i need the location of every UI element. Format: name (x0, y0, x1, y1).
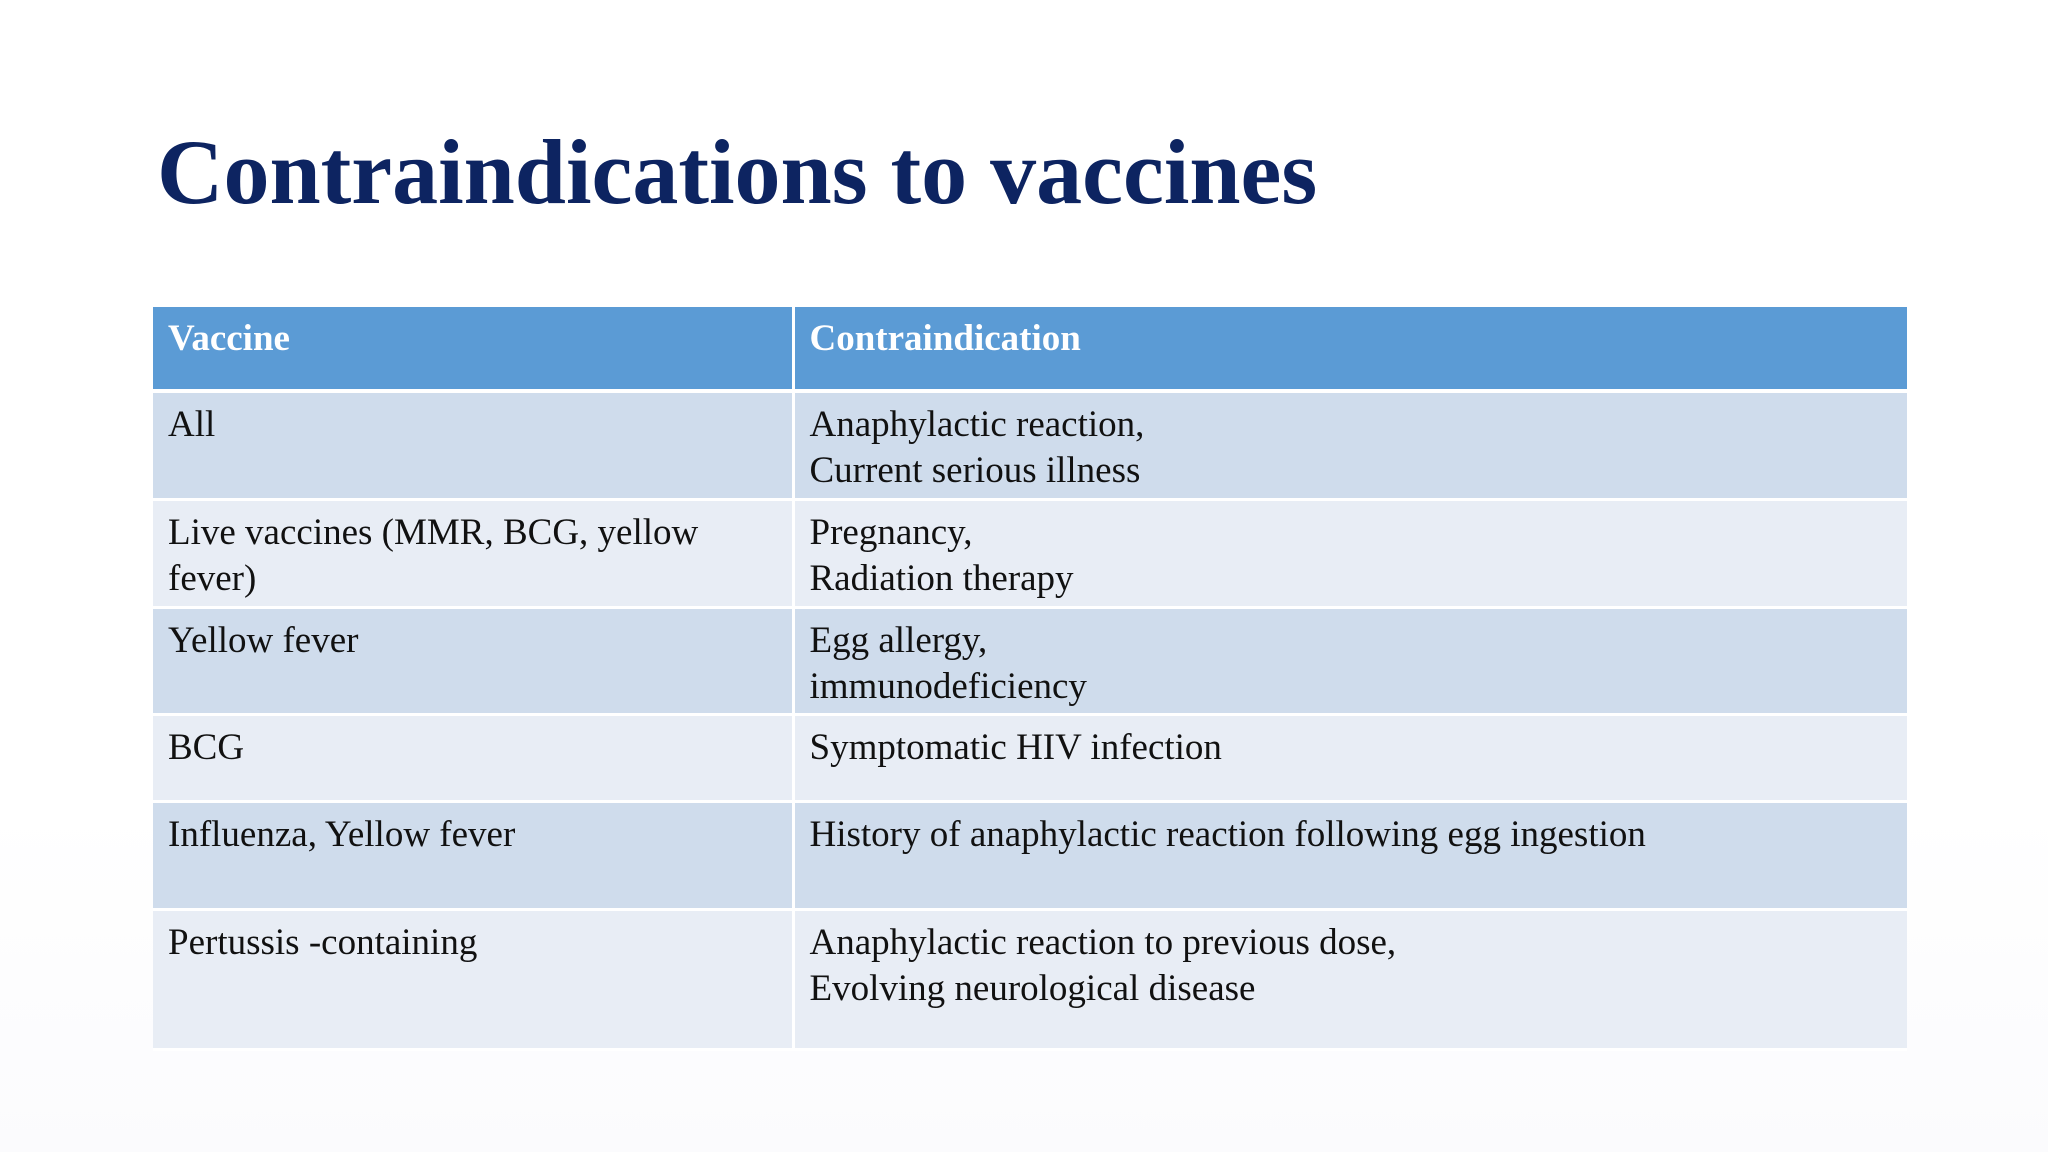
contraindication-line: Radiation therapy (809, 557, 1074, 599)
contraindication-line: Egg allergy, (809, 619, 988, 661)
contraindication-cell (793, 499, 1907, 607)
vaccine-text: All (168, 404, 216, 445)
contraindication-cell (793, 714, 1907, 801)
header-vaccine: Vaccine (153, 307, 793, 391)
contraindication-line: Anaphylactic reaction to previous dose, (809, 921, 1397, 963)
table-row (153, 909, 1907, 1049)
vaccine-cell (153, 499, 793, 607)
vaccine-text: Live vaccines (MMR, BCG, yellow fever) (168, 511, 699, 599)
contraindication-line: Pregnancy, (809, 511, 973, 553)
vaccine-text: BCG (168, 726, 245, 768)
contraindication-cell (793, 607, 1907, 714)
contraindication-line: Symptomatic HIV infection (809, 726, 1222, 768)
contraindication-cell (793, 391, 1907, 499)
contraindication-line: Evolving neurological disease (809, 967, 1256, 1009)
header-contraindication: Contraindication (793, 307, 1907, 391)
vaccine-cell (153, 714, 793, 801)
contraindication-line: History of anaphylactic reaction following egg ingestion (809, 813, 1646, 855)
table-row (153, 801, 1907, 909)
contraindication-line: Anaphylactic reaction, (809, 404, 1145, 445)
table-row (153, 714, 1907, 801)
table-row (153, 607, 1907, 714)
table-row (153, 391, 1907, 499)
slide-title: Contraindications to vaccines (157, 121, 1318, 223)
vaccine-text: Influenza, Yellow fever (168, 813, 516, 855)
vaccine-cell (153, 391, 793, 499)
contraindication-line: immunodeficiency (809, 665, 1087, 707)
vaccine-cell (153, 801, 793, 909)
contraindication-line: Current serious illness (809, 450, 1141, 491)
vaccine-text: Yellow fever (168, 619, 359, 661)
table-row (153, 499, 1907, 607)
vaccine-text: Pertussis -containing (168, 921, 478, 963)
table-header-row (153, 307, 1907, 391)
contraindication-cell (793, 801, 1907, 909)
contraindication-cell (793, 909, 1907, 1049)
vaccine-cell (153, 909, 793, 1049)
contraindications-table (153, 307, 1907, 1051)
vaccine-cell (153, 607, 793, 714)
